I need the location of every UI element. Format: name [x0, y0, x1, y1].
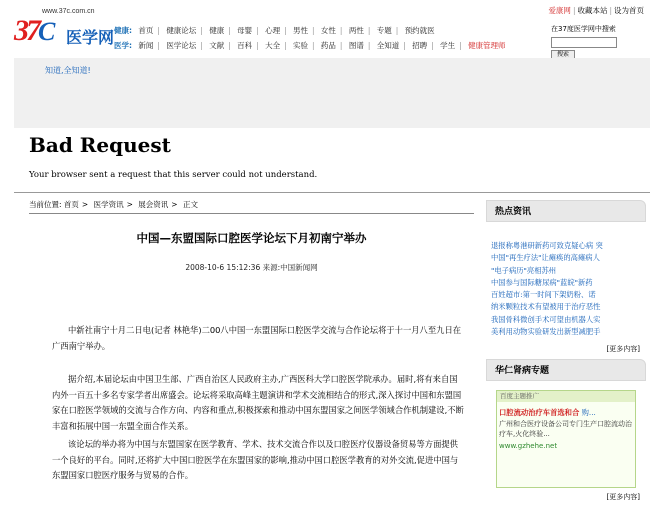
- nav-item-medical-forum[interactable]: 医学论坛: [166, 41, 197, 50]
- breadcrumb-medical-news[interactable]: 医学资讯: [93, 200, 124, 209]
- top-link-homepage[interactable]: 设为首页: [614, 6, 644, 15]
- site-search: [551, 24, 646, 60]
- clinic-topic-header: 华仁肾病专题: [486, 359, 646, 381]
- hot-news-item[interactable]: 中国参与国际糖尿病"蓝皖"新药: [491, 277, 593, 287]
- ad-label: 百度主题推广: [497, 391, 635, 402]
- site-logo[interactable]: [14, 8, 114, 52]
- breadcrumb-divider: [29, 213, 474, 214]
- hot-news-list: [491, 240, 643, 338]
- article-paragraph: 据介绍,本届论坛由中国卫生部、广西自治区人民政府主办,广西医科大学口腔医学院承办。届时,将有来自国内外一百五十多名专家学者出席盛会。论坛将采取高峰主题演讲和学术交流相结合的形式,深入探讨中国和东盟国家在口腔医学领域的交流与合作方向、内容和重点,积极探索和推动中国东盟国家之间医学领域合作机制建设,不断丰富和拓展中国一东盟全面合作关系。: [52, 374, 464, 431]
- nav-item-knowall[interactable]: 全知道: [376, 41, 400, 50]
- nav-item-topics[interactable]: 专题: [376, 26, 392, 35]
- top-link-bookmark[interactable]: 收藏本站: [577, 6, 608, 15]
- hot-news-item[interactable]: 百姓超市:第一时间下架奶粉、诺: [491, 290, 596, 300]
- nav-item-home[interactable]: 首页: [138, 26, 154, 35]
- hot-news-item[interactable]: "电子病历"亮相苏州: [491, 265, 557, 275]
- nav-item-appointment[interactable]: 预约就医: [404, 26, 435, 35]
- ad-url[interactable]: www.gzhehe.net: [499, 442, 558, 450]
- nav-item-students[interactable]: 学生: [440, 41, 456, 50]
- site-header: [0, 0, 650, 62]
- nav-item-sexes[interactable]: 两性: [348, 26, 364, 35]
- divider: [14, 192, 650, 193]
- nav-item-compendium[interactable]: 大全: [265, 41, 281, 50]
- ad-title-rest: 购...: [579, 408, 596, 417]
- search-button[interactable]: 搜索: [551, 50, 575, 60]
- search-title: 在37度医学网中搜索: [551, 25, 616, 33]
- search-input[interactable]: [551, 37, 617, 48]
- health-nav-label: 健康:: [114, 26, 132, 35]
- more-hot-news-link[interactable]: [更多内容]: [606, 345, 640, 353]
- hot-news-item[interactable]: 我国骨科微创手术可望由机器人实: [491, 314, 601, 324]
- top-links: 爱康网 | 收藏本站 | 设为首页: [548, 6, 644, 15]
- sponsored-ad[interactable]: [496, 390, 636, 488]
- nav-item-health[interactable]: 健康: [209, 26, 225, 35]
- nav-item-literature[interactable]: 文献: [209, 41, 225, 50]
- sidebar: [486, 200, 646, 501]
- grey-banner: [14, 58, 650, 128]
- logo-digit-7: 7: [26, 14, 38, 47]
- hot-news-header: 热点资讯: [486, 200, 646, 222]
- breadcrumb-expo-news[interactable]: 展会资讯: [138, 200, 169, 209]
- error-title: Bad Request: [29, 133, 171, 157]
- hot-news-item[interactable]: 美利用动物实验研发出新型减肥手: [491, 327, 601, 337]
- nav-item-drugs[interactable]: 药品: [320, 41, 336, 50]
- breadcrumb-current: 正文: [182, 200, 198, 209]
- article-paragraph: 该论坛的举办将为中国与东盟国家在医学教育、学术、技术交流合作以及口腔医疗仪器设备贸易等方面提供一个良好的平台。同时,还将扩大中国口腔医学在东盟国家的影响,推动中国口腔医学教育的对外交流,促进中国与东盟国家口腔医疗服务与贸易的合作。: [52, 439, 459, 480]
- medical-nav-label: 医学:: [114, 41, 132, 50]
- nav-item-female[interactable]: 女性: [320, 26, 336, 35]
- top-link-aikang[interactable]: 爱康网: [548, 6, 571, 15]
- breadcrumb-home[interactable]: 首页: [63, 200, 79, 209]
- nav-item-jobs[interactable]: 招聘: [412, 41, 428, 50]
- nav-item-mother-baby[interactable]: 母婴: [237, 26, 253, 35]
- zhidao-link[interactable]: 知道,全知道!: [45, 66, 91, 75]
- more-clinic-link[interactable]: [更多内容]: [606, 493, 640, 501]
- logo-name: 医学网: [66, 28, 115, 47]
- article-meta: 2008-10-6 15:12:36 来源:中国新闻网: [185, 263, 318, 272]
- article-paragraph: 中新社南宁十月二日电(记者 林艳华)二00八中国一东盟国际口腔医学交流与合作论坛将于十一月八至九日在广西南宁举办。: [52, 325, 462, 351]
- ad-title[interactable]: [497, 402, 635, 418]
- nav-item-atlas[interactable]: 图谱: [348, 41, 364, 50]
- nav-item-male[interactable]: 男性: [293, 26, 308, 35]
- logo-url: www.37c.com.cn: [42, 8, 95, 15]
- ad-title-highlight: 口腔流动治疗车首选和合: [499, 408, 580, 417]
- article-title: 中国—东盟国际口腔医学论坛下月初南宁举办: [136, 231, 367, 245]
- nav-item-psychology[interactable]: 心理: [265, 26, 281, 35]
- logo-digit-3: 3: [14, 14, 26, 47]
- ad-description: 广州和合医疗设备公司专门生产口腔流动治疗车,火化终验...: [499, 420, 632, 438]
- error-message: Your browser sent a request that this server could not understand.: [29, 170, 318, 180]
- nav-item-news[interactable]: 新闻: [138, 41, 154, 50]
- nav-item-health-manager[interactable]: 健康管理师: [468, 41, 506, 50]
- hot-news-item[interactable]: 纳米颗粒技术有望被用于治疗恶性: [491, 302, 601, 312]
- nav-item-experiments[interactable]: 实验: [293, 41, 308, 50]
- breadcrumb: 当前位置: 首页 > 医学资讯 > 展会资讯 > 正文: [29, 200, 198, 209]
- health-nav: 健康: 首页 | 健康论坛 | 健康 | 母婴 | 心理 | 男性 | 女性 | 两性 | 专题 | 预约就医: [114, 26, 435, 35]
- logo-number: [14, 14, 52, 48]
- logo-letter-c: C: [38, 17, 53, 46]
- hot-news-item[interactable]: 退报称粤港研新药可致克疑心病 突: [491, 241, 603, 250]
- nav-item-encyclopedia[interactable]: 百科: [237, 41, 253, 50]
- breadcrumb-prefix: 当前位置:: [29, 200, 62, 209]
- medical-nav: 医学: 新闻 | 医学论坛 | 文献 | 百科 | 大全 | 实验 | 药品 | 图谱 | 全知道 | 招聘 | 学生 | 健康管理师: [114, 41, 506, 50]
- nav-item-health-forum[interactable]: 健康论坛: [166, 26, 197, 35]
- hot-news-item[interactable]: 中国"再生疗法"让瘫痪的高瘫病人: [491, 253, 600, 263]
